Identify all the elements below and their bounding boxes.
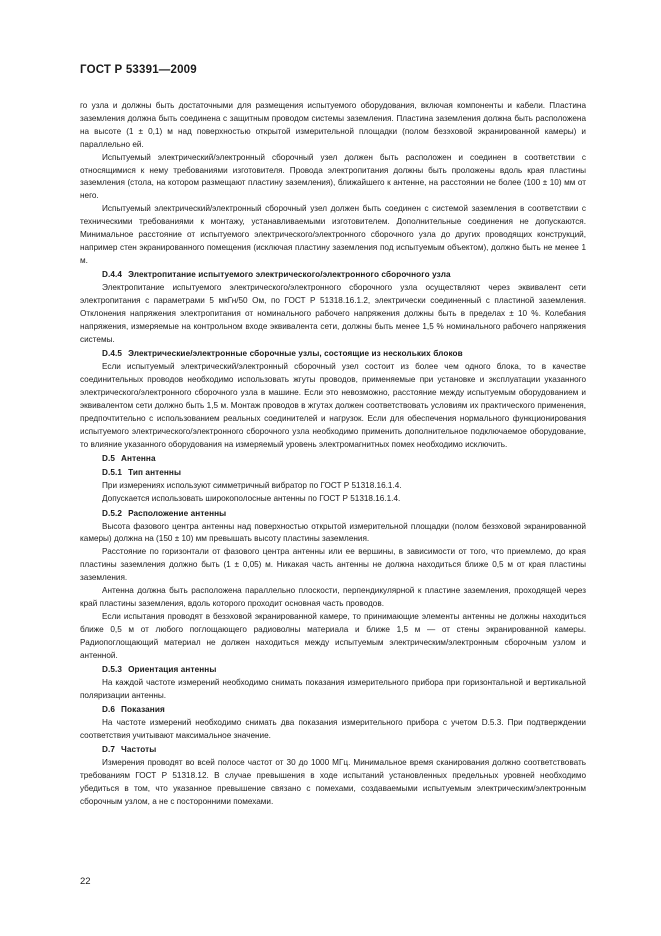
paragraph: Испытуемый электрический/электронный сборочный узел должен быть расположен и соединен в соответствии с относящимися к нему требованиями изготовителя. Провода электропитания должны быть проложены вдоль края пластины заземления (стола, на котором размещают пластину заземления), ближайшего к антенне, на расстоянии не более (100 ± 10) мм от него. [80, 152, 586, 201]
section-number: D.7 [102, 745, 116, 755]
paragraph: Антенна должна быть расположена параллельно плоскости, перпендикулярной к пластине заземления, проходящей через край пластины заземления, вдоль которого проходит основная часть проводов. [80, 586, 586, 608]
section-heading [80, 704, 586, 717]
section-title: Ориентация антенны [128, 664, 217, 674]
paragraph: Если испытуемый электрический/электронный сборочный узел состоит из более чем одного блока, то в качестве соединительных проводов необходимо использовать жгуты проводов, применяемые при установке и эксплуатации указанного электрического/электронного сборочного узла в машине. Если это невозможно, расстояние между испытуемым оборудованием и эквивалентом сети должно быть 1,5 м. Монтаж проводов в жгутах должен соответствовать условиям их практического применения, предпочтительно с использованием реальных соединителей и нагрузок. Если для обеспечения нормального функционирования испытуемого электрического/электронного сборочного узла необходимо применить дополнительное подключаемое оборудование, то влияние указанного оборудования на измеряемый уровень электромагнитных помех необходимо исключить. [80, 362, 586, 449]
paragraph: Высота фазового центра антенны над поверхностью открытой измерительной площадки (полом безэховой экранированной камеры) должна на (150 ± 10) мм превышать высоту пластины заземления. [80, 521, 586, 544]
section-heading [80, 453, 586, 466]
paragraph: Электропитание испытуемого электрического/электронного сборочного узла осуществляют через эквивалент сети электропитания с параметрами 5 мкГн/50 Ом, по ГОСТ Р 51318.16.1.2, электрически соединенный с пластиной заземления. Отклонения напряжения электропитания от номинального рабочего напряжения должны быть в пределах ± 10 %. Колебания напряжения, измеряемые на контрольном входе эквивалента сети, должны быть менее 1,5 % номинального рабочего напряжения системы. [80, 283, 586, 344]
paragraph: На частоте измерений необходимо снимать два показания измерительного прибора с учетом D.5.3. При подтверждении соответствия учитывают максимальное значение. [80, 718, 586, 740]
section-title: Показания [121, 705, 165, 715]
paragraph: Допускается использовать широкополосные антенны по ГОСТ Р 51318.16.1.4. [102, 494, 401, 504]
paragraph: Если испытания проводят в безэховой экранированной камере, то принимающие элементы антенны не должны находиться ближе 0,5 м от любого поглощающего радиоволны материала и ближе 1,5 м — от стены экранированной камеры. Радиопоглощающий материал не должен находиться между испытуемым электрическим/электронным сборочным узлом и антенной. [80, 611, 586, 660]
section-number: D.4.5 [102, 349, 123, 359]
section-number: D.5.1 [102, 468, 123, 478]
section-heading [80, 269, 586, 282]
paragraph: Измерения проводят во всей полосе частот от 30 до 1000 МГц. Минимальное время сканирования должно соответствовать требованиям ГОСТ Р 51318.12. В случае превышения в ходе испытаний установленных предельных уровней необходимо убедиться в том, что указанное превышение связано с помехами, создаваемыми испытуемым электрическим/электронным сборочным узлом, а не с посторонними помехами. [80, 758, 586, 807]
section-heading [80, 664, 586, 677]
page-number: 22 [80, 876, 91, 887]
section-title: Расположение антенны [128, 508, 227, 518]
paragraph: го узла и должны быть достаточными для размещения испытуемого оборудования, включая компоненты и кабели. Пластина заземления должна быть соединена с защитным проводом системы заземления. Пластина заземления должна быть расположена на высоте (1 ± 0,1) м над поверхностью открытой измерительной площадки (полом безэховой экранированной камеры) и параллельно ей. [80, 101, 586, 149]
section-title: Электрические/электронные сборочные узлы, состоящие из нескольких блоков [128, 349, 463, 359]
section-number: D.6 [102, 705, 116, 715]
section-heading [80, 744, 586, 757]
section-title: Электропитание испытуемого электрического/электронного сборочного узла [128, 270, 451, 280]
section-number: D.5 [102, 453, 116, 463]
section-title: Частоты [121, 745, 157, 755]
paragraph: Испытуемый электрический/электронный сборочный узел должен быть соединен с системой заземления в соответствии с техническими требованиями к монтажу, устанавливаемыми изготовителем. Дополнительные соединения не допускаются. Минимальное расстояние от испытуемого электрического/электронного сборочного узла до других проводящих конструкций, например стен экранированного помещения (исключая пластину заземления под испытуемым объектом), должно быть не менее 1 м. [80, 204, 586, 265]
paragraph: Расстояние по горизонтали от фазового центра антенны или ее вершины, в зависимости от того, что приемлемо, до края пластины заземления должно быть (1 ± 0,05) м. Никакая часть антенны не должна находиться ближе 0,5 м от края пластины заземления. [80, 547, 586, 583]
section-number: D.5.2 [102, 508, 123, 518]
section-number: D.4.4 [102, 270, 123, 280]
document-body [80, 100, 586, 809]
section-title: Антенна [121, 453, 156, 463]
paragraph: При измерениях используют симметричный вибратор по ГОСТ Р 51318.16.1.4. [102, 481, 402, 491]
section-number: D.5.3 [102, 664, 123, 674]
document-header: ГОСТ Р 53391—2009 [80, 64, 197, 76]
section-title: Тип антенны [128, 468, 182, 478]
paragraph: На каждой частоте измерений необходимо снимать показания измерительного прибора при горизонтальной и вертикальной поляризации антенны. [80, 677, 586, 700]
section-heading [80, 467, 586, 480]
section-heading [80, 348, 586, 361]
section-heading [80, 508, 586, 521]
